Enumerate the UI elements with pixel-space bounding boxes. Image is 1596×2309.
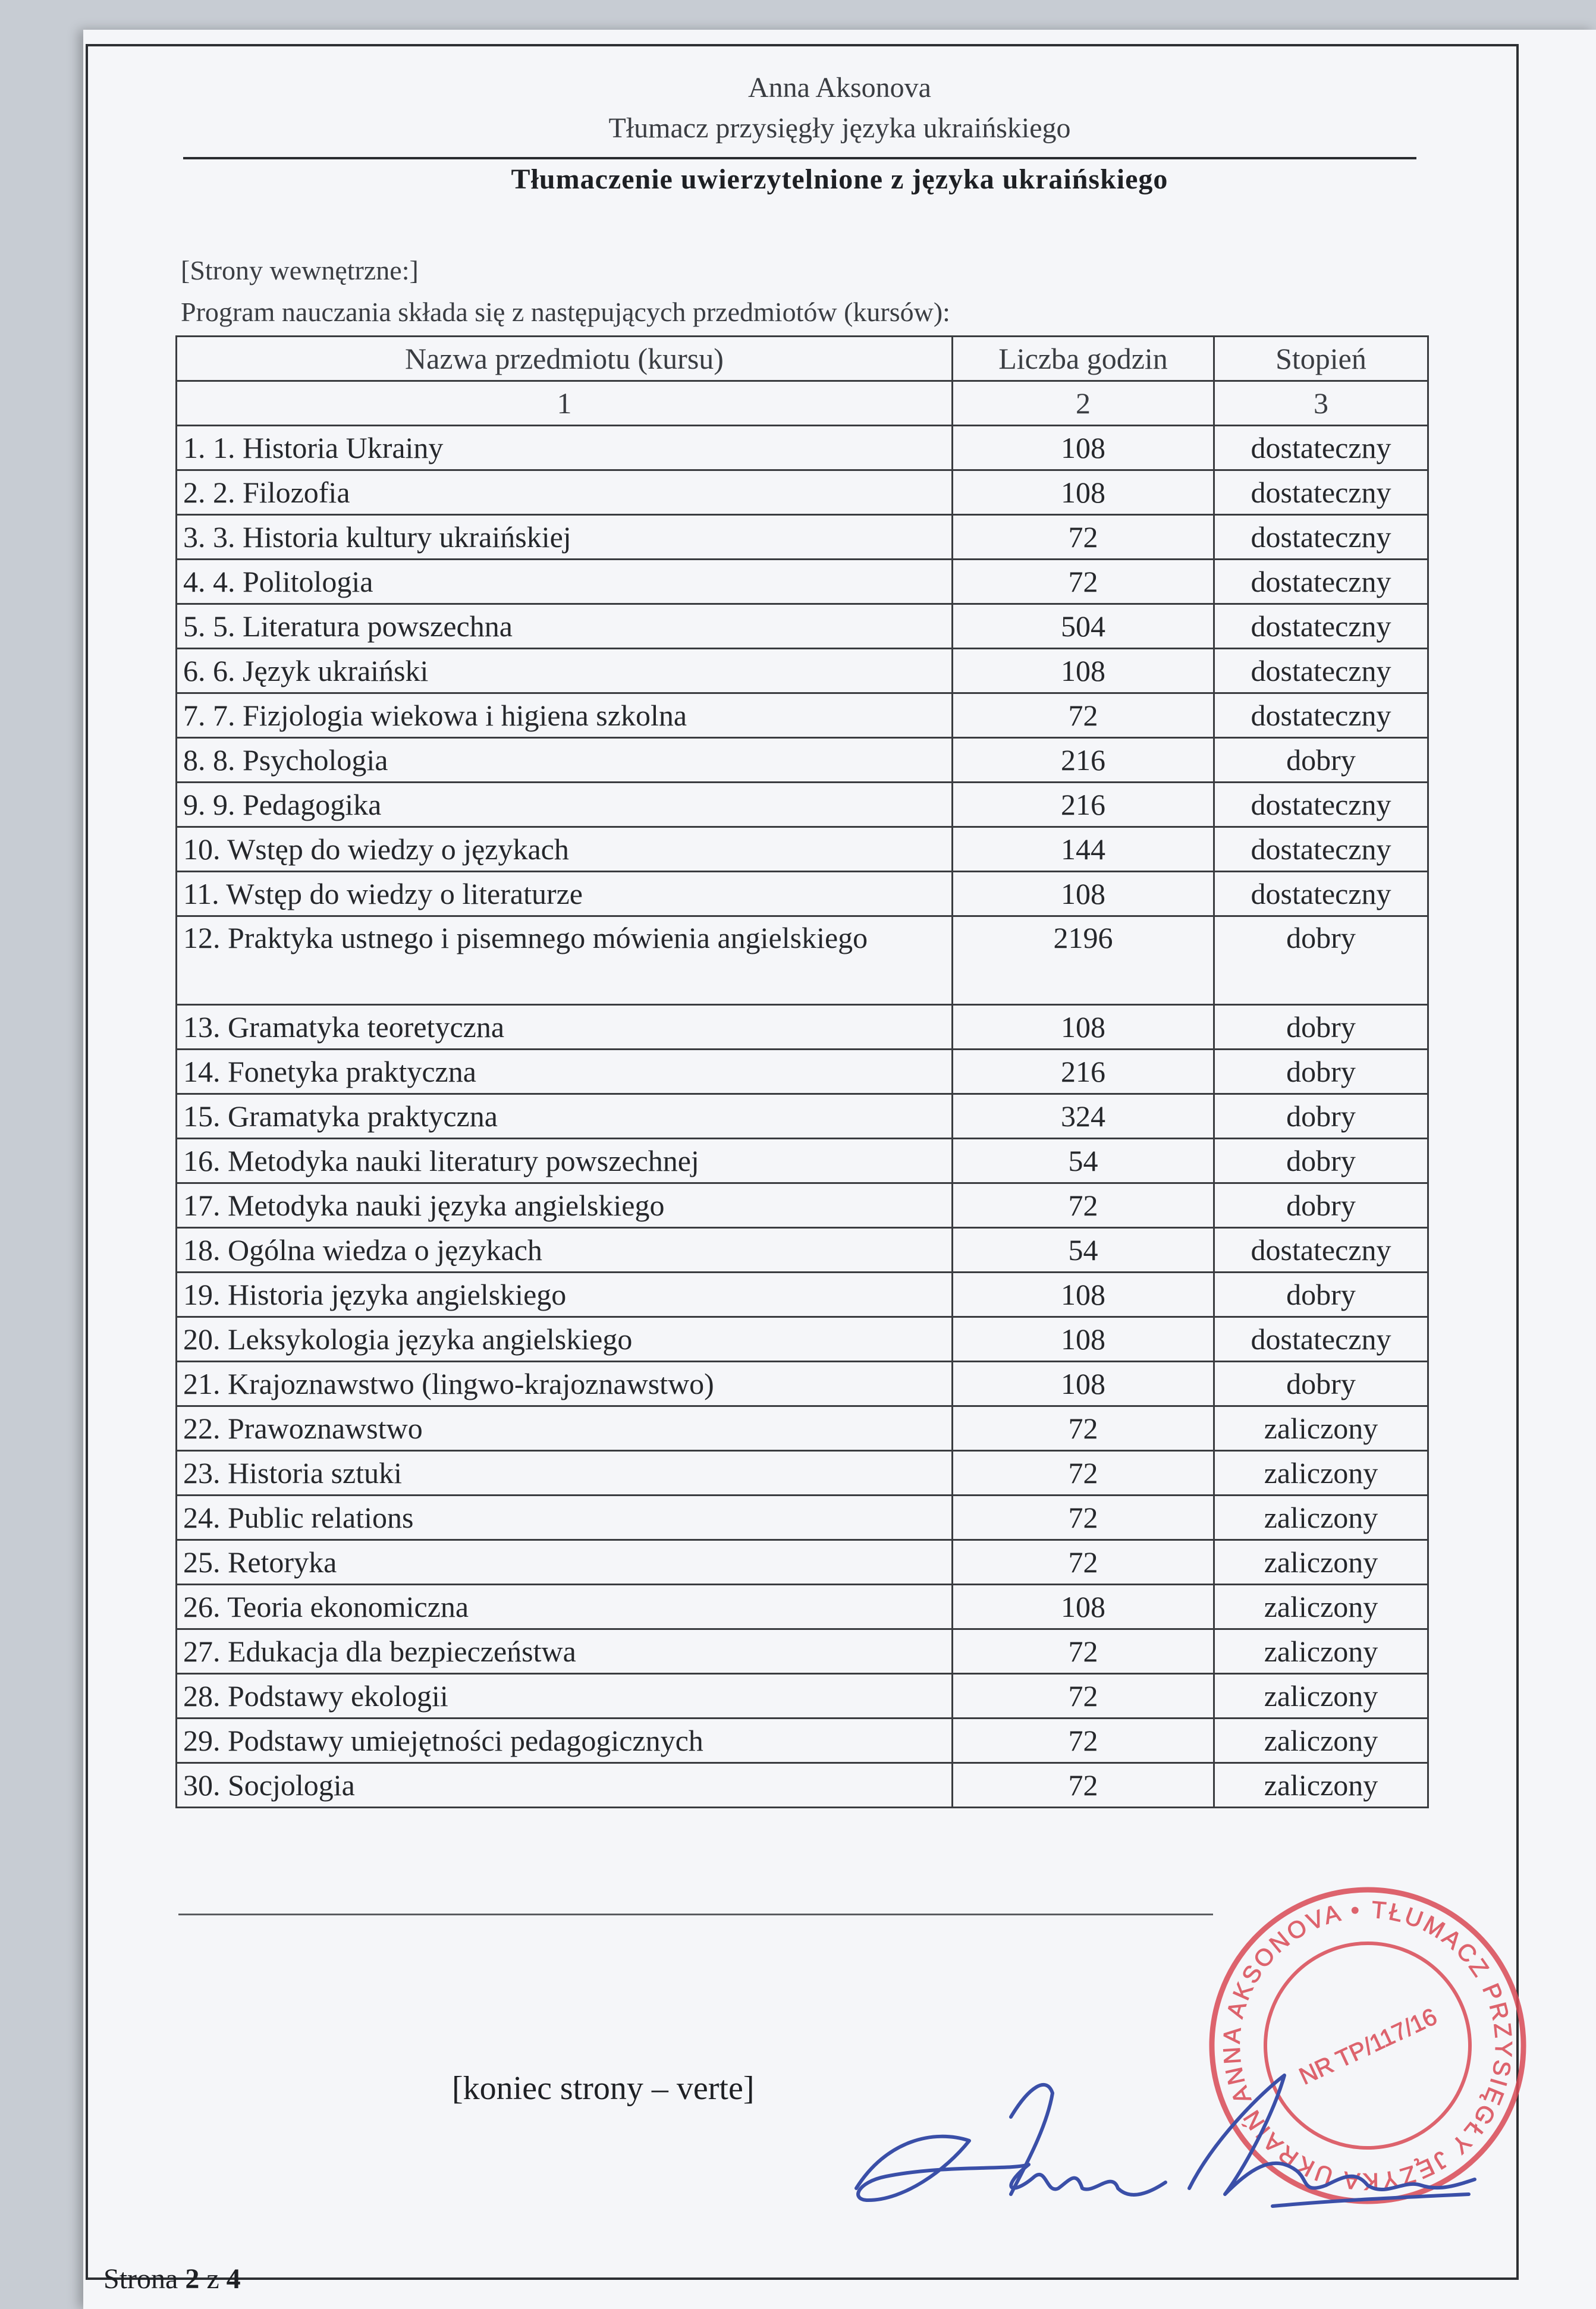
subject-grade: zaliczony xyxy=(1214,1629,1428,1674)
subject-grade: dobry xyxy=(1214,1094,1428,1139)
subject-grade: dostateczny xyxy=(1214,872,1428,916)
table-row xyxy=(177,1674,1428,1719)
subject-hours: 72 xyxy=(953,1451,1214,1496)
table-row xyxy=(177,470,1428,515)
subject-name: 14. Fonetyka praktyczna xyxy=(177,1050,953,1094)
subject-name: 22. Prawoznawstwo xyxy=(177,1406,953,1451)
table-row xyxy=(177,1540,1428,1585)
signature-stroke-last xyxy=(1189,2075,1475,2194)
table-row xyxy=(177,515,1428,560)
subject-hours: 72 xyxy=(953,1183,1214,1228)
curriculum-table xyxy=(175,335,1429,1808)
header-rule xyxy=(183,157,1416,159)
subject-hours: 72 xyxy=(953,1540,1214,1585)
subject-hours: 72 xyxy=(953,1496,1214,1540)
document-page xyxy=(83,30,1596,2309)
table-row xyxy=(177,649,1428,693)
subject-hours: 216 xyxy=(953,1050,1214,1094)
subject-hours: 108 xyxy=(953,1273,1214,1317)
subject-grade: dostateczny xyxy=(1214,515,1428,560)
handwritten-signature xyxy=(832,2052,1487,2254)
subject-name: 20. Leksykologia języka angielskiego xyxy=(177,1317,953,1362)
subject-grade: dostateczny xyxy=(1214,783,1428,827)
table-row xyxy=(177,1005,1428,1050)
subject-name: 23. Historia sztuki xyxy=(177,1451,953,1496)
subject-grade: dobry xyxy=(1214,1183,1428,1228)
subject-name: 26. Teoria ekonomiczna xyxy=(177,1585,953,1629)
subject-name: 3. 3. Historia kultury ukraińskiej xyxy=(177,515,953,560)
subject-grade: zaliczony xyxy=(1214,1763,1428,1808)
table-row xyxy=(177,1496,1428,1540)
table-row xyxy=(177,1585,1428,1629)
subject-name: 19. Historia języka angielskiego xyxy=(177,1273,953,1317)
translator-name: Anna Aksonova xyxy=(748,72,931,103)
table-header-row xyxy=(177,337,1428,381)
subject-grade: zaliczony xyxy=(1214,1451,1428,1496)
subject-hours: 54 xyxy=(953,1139,1214,1183)
translator-role: Tłumacz przysięgły języka ukraińskiego xyxy=(608,112,1071,144)
certification-title: Tłumaczenie uwierzytelnione z języka ukraińskiego xyxy=(511,164,1168,195)
curriculum-table-body xyxy=(177,337,1428,1808)
program-intro: Program nauczania składa się z następujących przedmiotów (kursów): xyxy=(181,297,950,327)
subject-hours: 108 xyxy=(953,1005,1214,1050)
table-row xyxy=(177,1362,1428,1406)
subject-name: 24. Public relations xyxy=(177,1496,953,1540)
table-row xyxy=(177,426,1428,470)
section-note: [Strony wewnętrzne:] xyxy=(181,255,419,285)
subject-grade: dostateczny xyxy=(1214,470,1428,515)
table-row xyxy=(177,693,1428,738)
subject-hours: 108 xyxy=(953,426,1214,470)
subject-name: 4. 4. Politologia xyxy=(177,560,953,604)
subject-name: 21. Krajoznawstwo (lingwo-krajoznawstwo) xyxy=(177,1362,953,1406)
table-row xyxy=(177,1273,1428,1317)
table-row xyxy=(177,827,1428,872)
subject-grade: dobry xyxy=(1214,1050,1428,1094)
table-row xyxy=(177,738,1428,783)
subject-hours: 2196 xyxy=(953,916,1214,1005)
table-row xyxy=(177,1719,1428,1763)
subject-grade: zaliczony xyxy=(1214,1674,1428,1719)
subject-hours: 108 xyxy=(953,1317,1214,1362)
subject-name: 27. Edukacja dla bezpieczeństwa xyxy=(177,1629,953,1674)
subject-hours: 54 xyxy=(953,1228,1214,1273)
subject-grade: dostateczny xyxy=(1214,693,1428,738)
column-number-3: 3 xyxy=(1214,381,1428,426)
table-row xyxy=(177,1451,1428,1496)
subject-name: 6. 6. Język ukraiński xyxy=(177,649,953,693)
table-row xyxy=(177,1139,1428,1183)
subject-hours: 108 xyxy=(953,470,1214,515)
subject-name: 12. Praktyka ustnego i pisemnego mówienia angielskiego xyxy=(177,916,953,1005)
header-hours: Liczba godzin xyxy=(953,337,1214,381)
subject-grade: dostateczny xyxy=(1214,426,1428,470)
subject-hours: 72 xyxy=(953,1719,1214,1763)
subject-grade: zaliczony xyxy=(1214,1540,1428,1585)
page-label: Strona xyxy=(103,2263,178,2295)
table-row xyxy=(177,604,1428,649)
table-underline xyxy=(178,1914,1213,1915)
column-number-2: 2 xyxy=(953,381,1214,426)
subject-name: 7. 7. Fizjologia wiekowa i higiena szkolna xyxy=(177,693,953,738)
end-of-page-note: [koniec strony – verte] xyxy=(452,2070,755,2107)
subject-name: 11. Wstęp do wiedzy o literaturze xyxy=(177,872,953,916)
subject-hours: 72 xyxy=(953,693,1214,738)
subject-hours: 216 xyxy=(953,783,1214,827)
subject-hours: 72 xyxy=(953,515,1214,560)
table-row xyxy=(177,1050,1428,1094)
subject-grade: dobry xyxy=(1214,1139,1428,1183)
subject-name: 29. Podstawy umiejętności pedagogicznych xyxy=(177,1719,953,1763)
subject-hours: 108 xyxy=(953,649,1214,693)
subject-hours: 108 xyxy=(953,1585,1214,1629)
subject-name: 30. Socjologia xyxy=(177,1763,953,1808)
subject-hours: 72 xyxy=(953,1674,1214,1719)
subject-name: 17. Metodyka nauki języka angielskiego xyxy=(177,1183,953,1228)
table-row xyxy=(177,1183,1428,1228)
page-total: 4 xyxy=(226,2263,241,2295)
subject-grade: zaliczony xyxy=(1214,1406,1428,1451)
subject-grade: dostateczny xyxy=(1214,560,1428,604)
subject-hours: 144 xyxy=(953,827,1214,872)
subject-hours: 504 xyxy=(953,604,1214,649)
subject-hours: 72 xyxy=(953,560,1214,604)
subject-grade: dostateczny xyxy=(1214,604,1428,649)
subject-name: 13. Gramatyka teoretyczna xyxy=(177,1005,953,1050)
table-row xyxy=(177,1228,1428,1273)
stamp-inner-text: NR TP/117/16 xyxy=(1295,2003,1441,2090)
subject-hours: 324 xyxy=(953,1094,1214,1139)
table-row xyxy=(177,1629,1428,1674)
subject-grade: dostateczny xyxy=(1214,649,1428,693)
header-subject-name: Nazwa przedmiotu (kursu) xyxy=(177,337,953,381)
subject-name: 25. Retoryka xyxy=(177,1540,953,1585)
subject-name: 9. 9. Pedagogika xyxy=(177,783,953,827)
subject-grade: dobry xyxy=(1214,1005,1428,1050)
subject-hours: 216 xyxy=(953,738,1214,783)
subject-name: 18. Ogólna wiedza o językach xyxy=(177,1228,953,1273)
table-row xyxy=(177,872,1428,916)
subject-name: 5. 5. Literatura powszechna xyxy=(177,604,953,649)
subject-hours: 72 xyxy=(953,1629,1214,1674)
table-row xyxy=(177,1763,1428,1808)
subject-name: 15. Gramatyka praktyczna xyxy=(177,1094,953,1139)
subject-grade: dostateczny xyxy=(1214,1317,1428,1362)
subject-name: 10. Wstęp do wiedzy o językach xyxy=(177,827,953,872)
page-sep: z xyxy=(206,2263,219,2295)
subject-hours: 72 xyxy=(953,1406,1214,1451)
subject-grade: dostateczny xyxy=(1214,1228,1428,1273)
signature-underline xyxy=(1273,2194,1469,2206)
subject-grade: dobry xyxy=(1214,916,1428,1005)
column-number-1: 1 xyxy=(177,381,953,426)
stamp-ring-text: ANNA AKSONOVA • TŁUMACZ PRZYSIĘGŁY JĘZYKA UKRAIŃSKIEGO xyxy=(1218,1896,1517,2195)
page-current: 2 xyxy=(185,2263,200,2295)
subject-grade: dostateczny xyxy=(1214,827,1428,872)
subject-grade: zaliczony xyxy=(1214,1585,1428,1629)
subject-name: 1. 1. Historia Ukrainy xyxy=(177,426,953,470)
table-row xyxy=(177,1406,1428,1451)
subject-name: 8. 8. Psychologia xyxy=(177,738,953,783)
subject-grade: zaliczony xyxy=(1214,1719,1428,1763)
table-column-number-row xyxy=(177,381,1428,426)
subject-name: 2. 2. Filozofia xyxy=(177,470,953,515)
subject-name: 16. Metodyka nauki literatury powszechnej xyxy=(177,1139,953,1183)
table-row xyxy=(177,560,1428,604)
subject-grade: dobry xyxy=(1214,738,1428,783)
subject-hours: 108 xyxy=(953,1362,1214,1406)
page-number xyxy=(103,2263,241,2295)
table-row xyxy=(177,916,1428,1005)
header-grade: Stopień xyxy=(1214,337,1428,381)
subject-hours: 108 xyxy=(953,872,1214,916)
subject-grade: zaliczony xyxy=(1214,1496,1428,1540)
subject-grade: dobry xyxy=(1214,1362,1428,1406)
table-row xyxy=(177,783,1428,827)
subject-grade: dobry xyxy=(1214,1273,1428,1317)
subject-hours: 72 xyxy=(953,1763,1214,1808)
subject-name: 28. Podstawy ekologii xyxy=(177,1674,953,1719)
table-row xyxy=(177,1094,1428,1139)
table-row xyxy=(177,1317,1428,1362)
